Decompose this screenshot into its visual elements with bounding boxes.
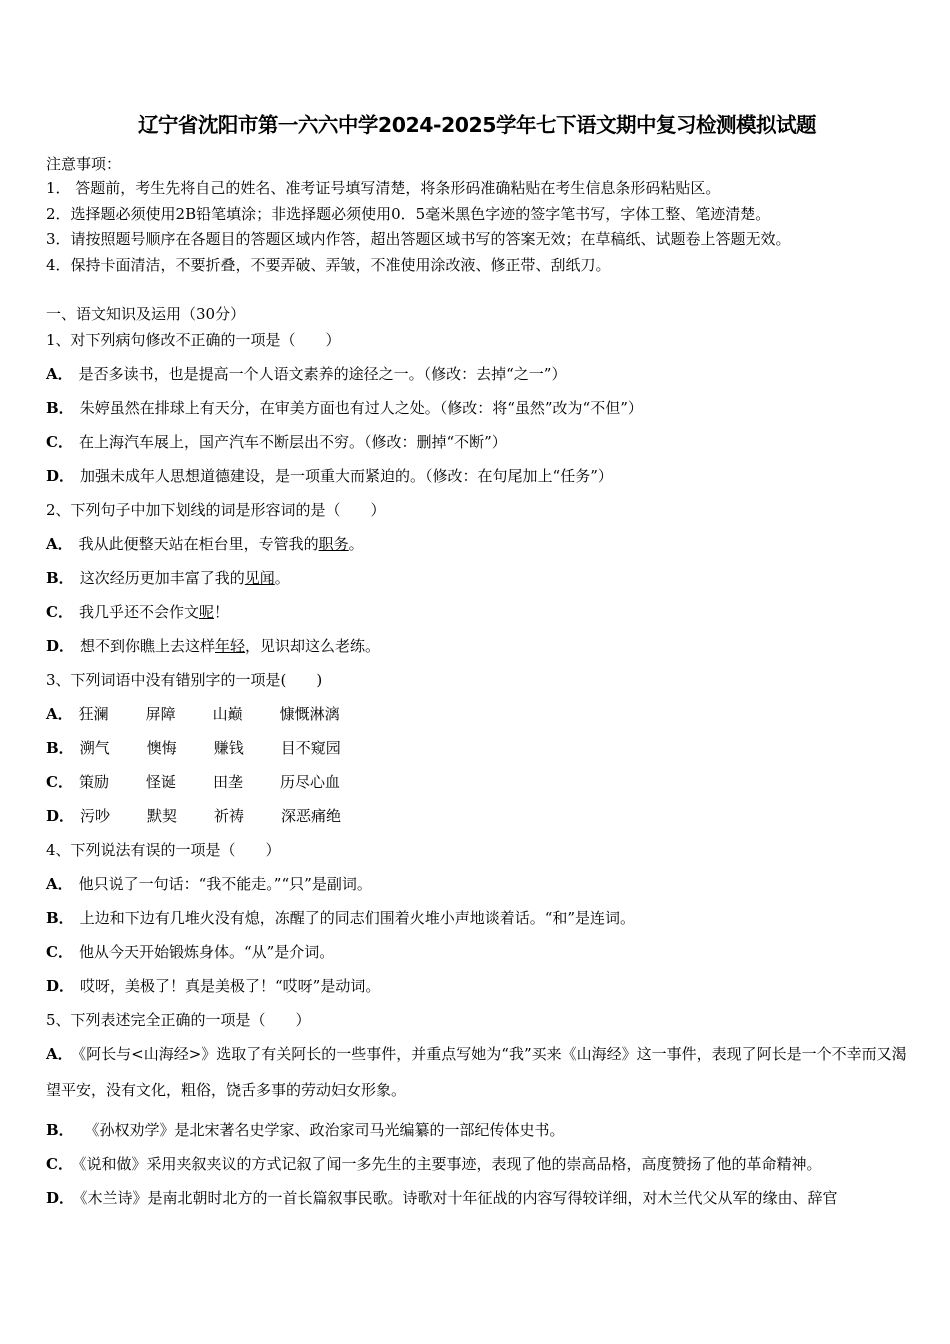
option-b <box>46 566 908 590</box>
option-text-post: ！ <box>213 603 229 621</box>
option-word: 懊悔 <box>146 739 177 757</box>
option-text: 上边和下边有几堆火没有熄，冻醒了的同志们围着火堆小声地谈着话。“和”是连词。 <box>79 909 636 927</box>
option-a <box>46 532 908 556</box>
option-d <box>46 634 908 658</box>
option-text: 他只说了一句话：“我不能走。”“只”是副词。 <box>78 875 372 893</box>
option-label: A． <box>46 705 73 723</box>
option-text: 加强未成年人思想道德建设，是一项重大而紧迫的。（修改：在句尾加上“任务”） <box>80 467 613 485</box>
option-c <box>46 600 908 624</box>
option-word: 历尽心血 <box>279 773 340 791</box>
option-text-post: ，见识却这么老练。 <box>245 637 381 655</box>
option-label: C． <box>46 603 73 621</box>
question-3 <box>46 668 908 828</box>
option-d <box>46 974 908 998</box>
option-word: 目不窥园 <box>280 739 341 757</box>
option-label: D． <box>46 1189 75 1207</box>
option-d <box>46 464 908 488</box>
option-c <box>46 940 908 964</box>
option-word: 怪诞 <box>145 773 176 791</box>
notice-heading: 注意事项： <box>46 155 122 173</box>
option-label: B． <box>46 399 74 417</box>
option-text-pre: 想不到你瞧上去这样 <box>80 637 216 655</box>
option-label: D． <box>46 977 75 995</box>
option-label: B． <box>46 569 74 587</box>
option-label: D． <box>46 637 75 655</box>
option-label: A． <box>46 365 73 383</box>
question-stem: 4、下列说法有误的一项是（ ） <box>46 841 281 859</box>
notice-item: 4．保持卡面清洁，不要折叠，不要弄破、弄皱，不准使用涂改液、修正带、刮纸刀。 <box>46 255 611 274</box>
notice-item: 1． 答题前，考生先将自己的姓名、准考证号填写清楚，将条形码准确粘贴在考生信息条形码粘贴区。 <box>46 179 721 197</box>
option-label: D． <box>46 807 75 825</box>
option-text: 他从今天开始锻炼身体。“从”是介词。 <box>78 943 335 961</box>
option-text-pre: 我几乎还不会作文 <box>78 603 199 621</box>
option-word: 赚钱 <box>213 739 244 757</box>
option-word: 污吵 <box>80 807 111 825</box>
option-word: 策励 <box>78 773 109 791</box>
option-b <box>46 396 908 420</box>
option-a <box>46 362 908 386</box>
option-word: 默契 <box>147 807 178 825</box>
option-b <box>46 906 908 930</box>
option-text-pre: 我从此便整天站在柜台里，专管我的 <box>78 535 319 553</box>
option-label: C． <box>46 943 73 961</box>
option-word: 慷慨淋漓 <box>279 705 340 723</box>
question-1 <box>46 328 908 488</box>
option-text: 哎呀，美极了！真是美极了！“哎呀”是动词。 <box>80 977 381 995</box>
option-text: 《木兰诗》是南北朝时北方的一首长篇叙事民歌。诗歌对十年征战的内容写得较详细，对木兰代父从军的缘由、辞官 <box>80 1189 838 1207</box>
option-word: 田垄 <box>212 773 243 791</box>
option-text: 在上海汽车展上，国产汽车不断层出不穷。（修改：删掉“不断”） <box>78 433 507 451</box>
option-label: C． <box>46 433 73 451</box>
page-title: 辽宁省沈阳市第一六六中学2024-2025学年七下语文期中复习检测模拟试题 <box>137 113 817 137</box>
notice-block <box>46 152 908 278</box>
question-stem: 3、下列词语中没有错别字的一项是( ) <box>46 671 323 689</box>
underlined-word: 见闻 <box>244 569 275 587</box>
question-stem: 2、下列句子中加下划线的词是形容词的是（ ） <box>46 501 386 519</box>
option-a <box>46 702 908 726</box>
option-label: B． <box>46 909 74 927</box>
option-word: 狂澜 <box>78 705 109 723</box>
option-d <box>46 804 908 828</box>
option-label: A． <box>46 1045 73 1063</box>
option-label: C． <box>46 773 73 791</box>
option-word: 溯气 <box>79 739 110 757</box>
underlined-word: 年轻 <box>215 637 246 655</box>
question-stem: 5、下列表述完全正确的一项是（ ） <box>46 1011 311 1029</box>
exam-page <box>46 110 908 1210</box>
underlined-word: 职务 <box>318 535 349 553</box>
question-5 <box>46 1008 908 1210</box>
option-b <box>46 736 908 760</box>
option-a <box>46 872 908 896</box>
option-label: A． <box>46 875 73 893</box>
underlined-word: 呢 <box>198 603 214 621</box>
option-text: 《说和做》采用夹叙夹议的方式记叙了闻一多先生的主要事迹，表现了他的崇高品格，高度赞扬了他的革命精神。 <box>78 1155 822 1173</box>
option-label: D． <box>46 467 75 485</box>
option-label: B． <box>46 1121 74 1139</box>
notice-item: 2．选择题必须使用2B铅笔填涂；非选择题必须使用0．5毫米黑色字迹的签字笔书写，字体工整、笔迹清楚。 <box>46 204 771 223</box>
option-word: 山巅 <box>212 705 243 723</box>
option-c <box>46 1152 908 1176</box>
option-word: 屏障 <box>145 705 176 723</box>
option-word: 深恶痛绝 <box>281 807 342 825</box>
option-label: C． <box>46 1155 73 1173</box>
option-text-post: 。 <box>348 535 364 553</box>
option-c <box>46 770 908 794</box>
question-2 <box>46 498 908 658</box>
section-title: 一、语文知识及运用（30分） <box>46 305 246 323</box>
option-c <box>46 430 908 454</box>
question-stem: 1、对下列病句修改不正确的一项是（ ） <box>46 331 341 349</box>
question-4 <box>46 838 908 998</box>
option-text: 《阿长与<山海经>》选取了有关阿长的一些事件，并重点写她为“我”买来《山海经》这一事件，表现了阿长是一个不幸而又渴望平安，没有文化，粗俗，饶舌多事的劳动妇女形象。 <box>46 1045 907 1099</box>
option-label: B． <box>46 739 74 757</box>
option-text-post: 。 <box>274 569 290 587</box>
option-text: 《孙权劝学》是北宋著名史学家、政治家司马光编纂的一部纪传体史书。 <box>79 1121 565 1139</box>
notice-item: 3．请按照题号顺序在各题目的答题区域内作答，超出答题区域书写的答案无效；在草稿纸、试题卷上答题无效。 <box>46 230 791 248</box>
option-d <box>46 1186 908 1210</box>
option-text: 朱婷虽然在排球上有天分，在审美方面也有过人之处。（修改：将“虽然”改为“不但”） <box>79 399 643 417</box>
option-word: 祈祷 <box>214 807 245 825</box>
option-a <box>46 1036 908 1108</box>
option-label: A． <box>46 535 73 553</box>
option-b <box>46 1118 908 1142</box>
option-text: 是否多读书，也是提高一个人语文素养的途径之一。（修改：去掉“之一”） <box>78 365 567 383</box>
option-text-pre: 这次经历更加丰富了我的 <box>79 569 245 587</box>
